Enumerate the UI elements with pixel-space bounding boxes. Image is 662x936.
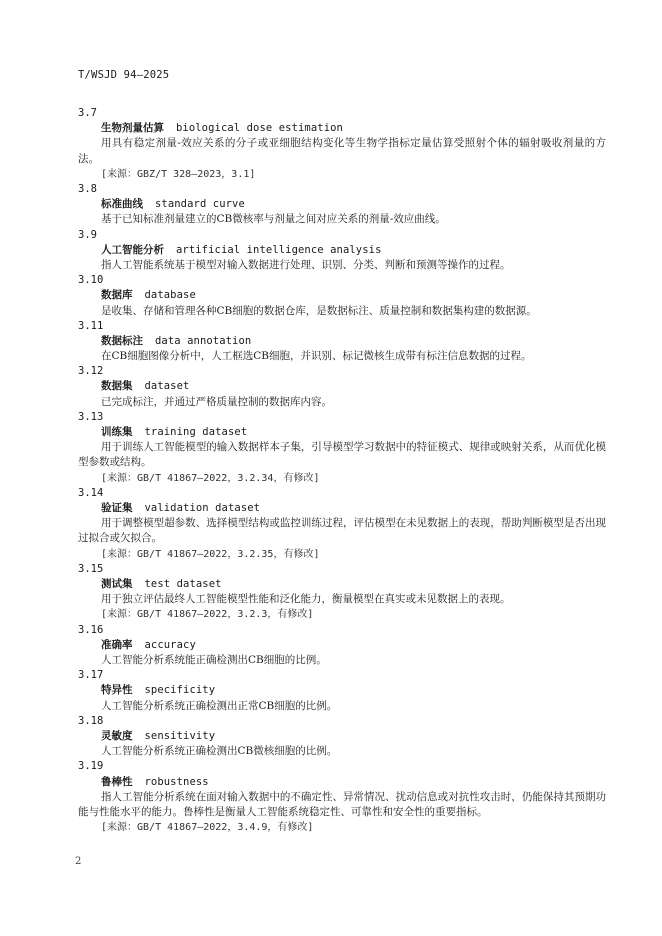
term-entry [78,759,606,835]
term-number: 3.14 [78,486,104,499]
term-title [78,775,606,790]
term-name-zh: 特异性 [101,684,133,697]
page-number: 2 [75,856,82,867]
term-definition: 是收集、存储和管理各种CB细胞的数据仓库，是数据标注、质量控制和数据集构建的数据源。 [101,304,537,317]
term-number: 3.9 [78,228,97,241]
term-entry [78,106,606,182]
term-name-en: robustness [144,775,209,788]
term-title [78,683,606,698]
term-title [78,334,606,349]
term-name-zh: 准确率 [101,638,133,651]
term-source: [来源：GB/T 41867—2022，3.4.9，有修改] [101,822,314,834]
term-entry [78,182,606,228]
term-source: [来源：GB/T 41867—2022，3.2.3，有修改] [101,609,314,621]
term-definition: 在CB细胞图像分析中，人工框选CB细胞，并识别、标记微核生成带有标注信息数据的过程。 [101,350,532,363]
term-name-en: biological dose estimation [176,122,343,135]
term-title [78,638,606,653]
term-entry [78,319,606,365]
term-definition: 用于训练人工智能模型的输入数据样本子集，引导模型学习数据中的特征模式、规律或映射关系，从而优化模型参数或结构。 [78,441,606,469]
term-name-en: standard curve [155,198,245,211]
term-number: 3.19 [78,760,104,773]
term-definition: 基于已知标准剂量建立的CB微核率与剂量之间对应关系的剂量-效应曲线。 [101,213,446,226]
term-name-en: data annotation [155,334,252,347]
term-name-zh: 鲁棒性 [101,775,133,788]
term-entry [78,562,606,623]
term-number: 3.7 [78,107,97,119]
term-title [78,197,606,212]
term-name-en: accuracy [144,638,196,651]
term-definition: 指人工智能系统基于模型对输入数据进行处理、识别、分类、判断和预测等操作的过程。 [101,258,511,271]
term-number: 3.17 [78,669,104,682]
term-name-zh: 人工智能分析 [101,243,164,256]
term-title [78,729,606,744]
term-name-en: validation dataset [144,502,261,515]
term-name-zh: 训练集 [101,426,133,439]
term-entry [78,668,606,714]
term-number: 3.12 [78,365,104,378]
term-number: 3.13 [78,410,104,423]
term-entry [78,714,606,760]
term-source: [来源：GB/T 41867—2022，3.2.35，有修改] [101,548,320,560]
term-title [78,288,606,303]
term-name-zh: 灵敏度 [101,729,133,742]
term-name-zh: 生物剂量估算 [101,122,164,135]
term-name-zh: 数据标注 [101,334,143,347]
term-definition: 人工智能分析系统能正确检测出CB细胞的比例。 [101,654,327,666]
term-definition: 指人工智能分析系统在面对输入数据中的不确定性、异常情况、扰动信息或对抗性攻击时，仍能保持其预期功能与性能水平的能力。鲁棒性是衡量人工智能系统稳定性、可靠性和安全性的重要指标。 [78,790,606,818]
term-name-en: dataset [144,380,190,393]
term-name-en: specificity [144,684,216,697]
term-entry [78,364,606,410]
term-definition: 人工智能分析系统正确检测出正常CB细胞的比例。 [101,699,338,712]
term-definition: 用于独立评估最终人工智能模型性能和泛化能力，衡量模型在真实或未见数据上的表现。 [101,593,511,606]
term-name-zh: 标准曲线 [101,198,143,211]
term-number: 3.18 [78,714,104,727]
term-entry [78,228,606,274]
term-name-en: sensitivity [144,729,216,742]
term-name-zh: 测试集 [101,578,133,591]
term-entry [78,273,606,319]
term-entry [78,410,606,486]
term-definition: 人工智能分析系统正确检测出CB微核细胞的比例。 [101,745,338,758]
term-name-en: test dataset [144,578,222,591]
term-title [78,121,606,136]
term-title [78,379,606,394]
term-definition: 用于调整模型超参数、选择模型结构或监控训练过程，评估模型在未见数据上的表现，帮助判断模型是否出现过拟合或欠拟合。 [78,517,606,545]
term-number: 3.8 [78,182,97,195]
term-title [78,243,606,258]
term-name-en: training dataset [144,426,248,439]
term-source: [来源：GB/T 41867—2022，3.2.34，有修改] [101,472,320,484]
term-definition: 用具有稳定剂量-效应关系的分子或亚细胞结构变化等生物学指标定量估算受照射个体的辐射吸收剂量的方法。 [78,137,606,165]
terms-section [78,106,606,835]
term-number: 3.11 [78,319,104,332]
term-name-zh: 数据库 [101,289,133,302]
term-definition: 已完成标注，并通过严格质量控制的数据库内容。 [101,395,332,408]
term-name-en: artificial intelligence analysis [176,243,382,256]
term-entry [78,623,606,669]
term-entry [78,486,606,562]
term-number: 3.16 [78,623,104,636]
term-name-zh: 验证集 [101,502,133,515]
term-source: [来源：GBZ/T 328—2023，3.1] [101,168,256,180]
term-number: 3.15 [78,562,104,575]
term-name-zh: 数据集 [101,380,133,393]
term-name-en: database [144,289,196,302]
term-title [78,425,606,440]
term-title [78,577,606,592]
term-title [78,501,606,516]
document-code-header: T/WSJD 94—2025 [78,69,170,81]
term-number: 3.10 [78,274,104,287]
